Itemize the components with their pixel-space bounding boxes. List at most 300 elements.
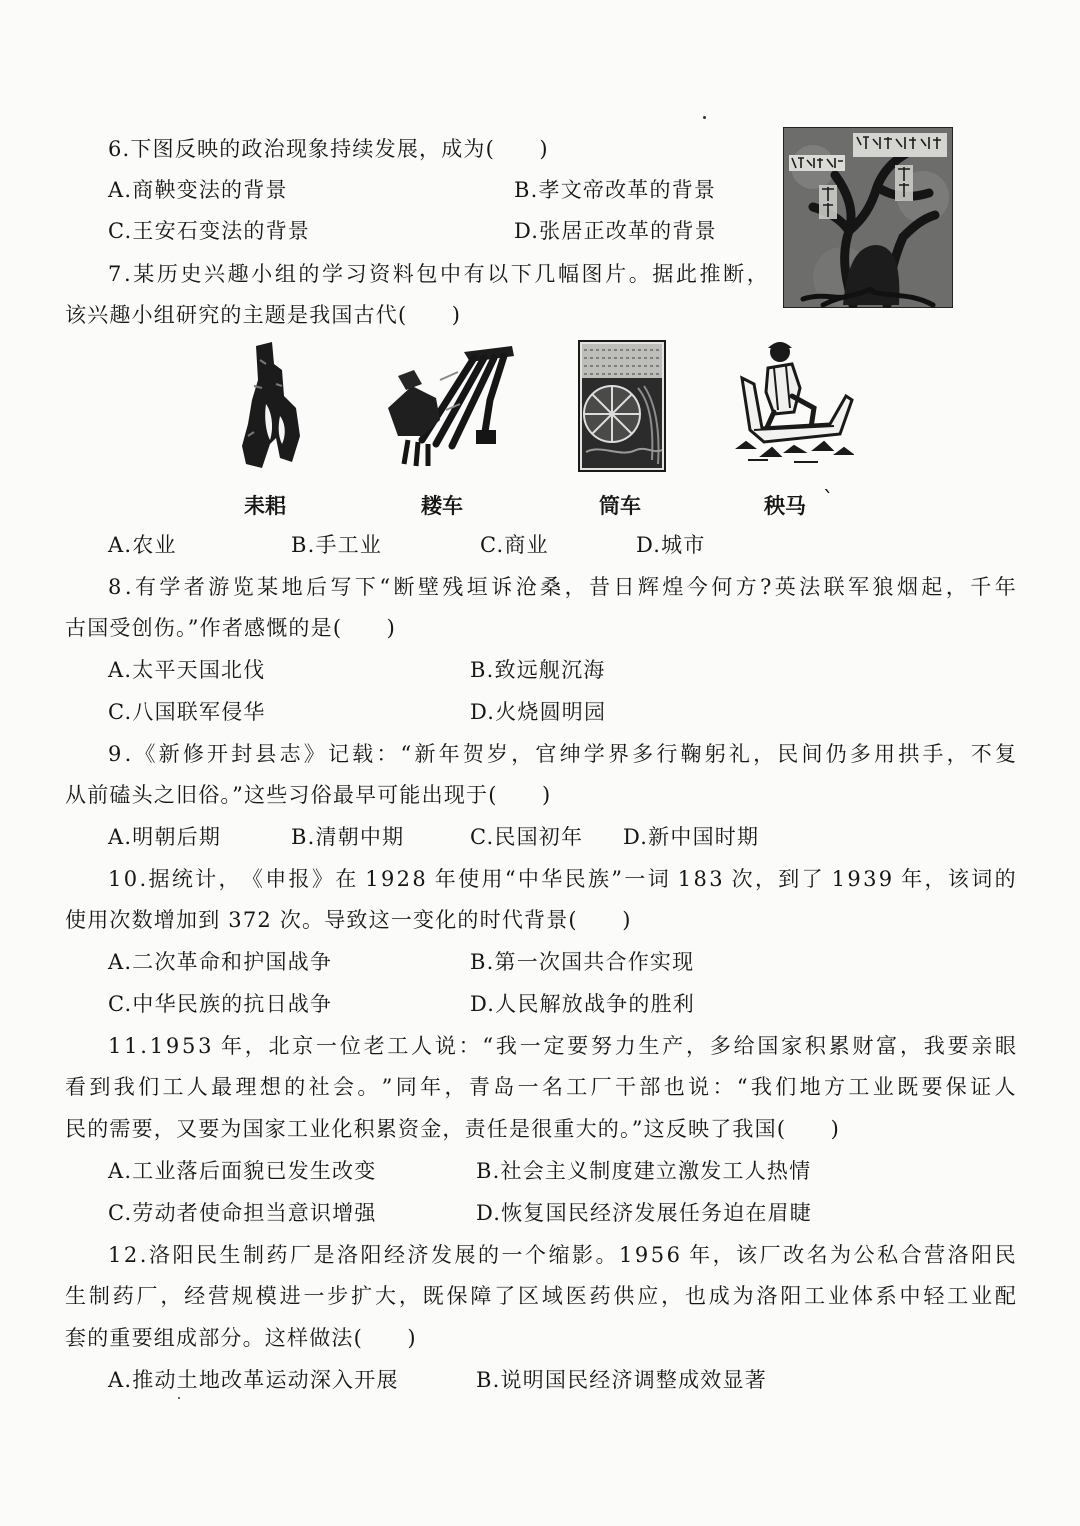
glyph: 年 xyxy=(420,1075,442,1099)
glyph: ， xyxy=(899,1034,921,1058)
glyph: 富 xyxy=(876,1034,898,1058)
glyph: 使 xyxy=(458,867,480,891)
glyph: 阳 xyxy=(780,1284,802,1308)
glyph: 为 xyxy=(830,1243,852,1267)
glyph: 片 xyxy=(605,262,627,286)
glyph: 青 xyxy=(468,1075,490,1099)
glyph: 岛 xyxy=(493,1075,515,1099)
glyph: 也 xyxy=(684,1284,706,1308)
glyph: 年 xyxy=(994,575,1016,599)
glyph: 英 xyxy=(774,575,796,599)
glyph: ： xyxy=(712,1075,734,1099)
glyph: 开 xyxy=(207,742,228,766)
glyph: 我 xyxy=(113,1075,135,1099)
rice-horse-picture xyxy=(734,338,854,468)
glyph: 在 xyxy=(335,867,357,891)
glyph: 年 xyxy=(214,1034,242,1058)
glyph: 史 xyxy=(180,262,202,286)
glyph: 累 xyxy=(828,1034,850,1058)
glyph: 1 xyxy=(108,1243,122,1267)
glyph: 1 xyxy=(124,1034,138,1058)
glyph: “ xyxy=(379,575,391,599)
glyph: 是 xyxy=(313,1243,335,1267)
glyph: 有 xyxy=(463,262,485,286)
glyph: 《 xyxy=(241,867,263,891)
q7-option-b: B.手工业 xyxy=(291,533,383,557)
glyph: ， xyxy=(398,1284,420,1308)
glyph: 官 xyxy=(535,742,557,766)
glyph: 一 xyxy=(303,1284,325,1308)
glyph: 华 xyxy=(541,867,563,891)
q10-line2: 使用次数增加到 372 次。导致这一变化的时代背景( ) xyxy=(65,908,632,932)
glyph: 公 xyxy=(853,1243,875,1267)
glyph: 人 xyxy=(994,1075,1016,1099)
glyph: 词 xyxy=(971,867,993,891)
glyph: 产 xyxy=(662,1034,684,1058)
glyph: 给 xyxy=(733,1034,755,1058)
glyph: 躬 xyxy=(704,742,726,766)
glyph: 有 xyxy=(134,575,156,599)
glyph: 拱 xyxy=(898,742,920,766)
glyph: “ xyxy=(504,867,516,891)
glyph: 族 xyxy=(587,867,609,891)
glyph: 眼 xyxy=(995,1034,1016,1058)
glyph: 力 xyxy=(614,1034,636,1058)
glyph: ? xyxy=(760,575,772,599)
glyph: 厂 xyxy=(759,1243,781,1267)
glyph: ， xyxy=(686,1034,708,1058)
q7-stem-line2: 该兴趣小组研究的主题是我国古代( ) xyxy=(65,303,462,327)
glyph: 报 xyxy=(288,867,310,891)
glyph: 民 xyxy=(564,867,586,891)
glyph: 要 xyxy=(921,1075,943,1099)
glyph: 历 xyxy=(156,262,178,286)
glyph: 封 xyxy=(231,742,253,766)
glyph: 工 xyxy=(566,1075,588,1099)
q6-option-b: B.孝文帝改革的背景 xyxy=(514,178,717,202)
glyph: 模 xyxy=(255,1284,277,1308)
glyph: 经 xyxy=(184,1284,206,1308)
glyph: 社 xyxy=(308,1075,330,1099)
glyph: 合 xyxy=(900,1243,922,1267)
glyph: 行 xyxy=(656,742,678,766)
q9-option-b: B.清朝中期 xyxy=(291,825,405,849)
glyph: 《 xyxy=(134,742,156,766)
glyph: 部 xyxy=(639,1075,661,1099)
glyph: 理 xyxy=(235,1075,257,1099)
glyph: 制 xyxy=(88,1284,110,1308)
glyph: 志 xyxy=(279,742,301,766)
glyph: 多 xyxy=(709,1034,731,1058)
q11-line1 xyxy=(108,1031,1016,1061)
glyph: 要 xyxy=(947,1034,969,1058)
glyph: 下 xyxy=(354,575,376,599)
glyph: 记 xyxy=(327,742,349,766)
caption-leisi: 耒耜 xyxy=(244,494,286,518)
glyph: 位 xyxy=(339,1034,361,1058)
glyph: 工 xyxy=(804,1284,826,1308)
glyph: 学 xyxy=(159,575,181,599)
glyph: 洛 xyxy=(148,1243,170,1267)
q11-line2 xyxy=(65,1072,1016,1102)
glyph: ， xyxy=(444,1075,466,1099)
glyph: 几 xyxy=(534,262,556,286)
glyph: 以 xyxy=(487,262,509,286)
glyph: 9 xyxy=(108,742,122,766)
q10-line1 xyxy=(108,864,1016,894)
glyph: 厂 xyxy=(590,1075,612,1099)
glyph: ， xyxy=(564,575,586,599)
q7-option-d: D.城市 xyxy=(636,533,706,557)
glyph: 联 xyxy=(823,575,845,599)
glyph: 了 xyxy=(494,1284,516,1308)
glyph: 轻 xyxy=(923,1284,945,1308)
q12-option-a: A.推动土地改革运动深入开展 xyxy=(108,1368,399,1392)
glyph: 医 xyxy=(565,1284,587,1308)
glyph: 绅 xyxy=(559,742,581,766)
glyph: 6 xyxy=(666,1243,680,1267)
glyph: 民 xyxy=(195,1243,217,1267)
glyph: 阳 xyxy=(172,1243,194,1267)
glyph: 法 xyxy=(799,575,821,599)
glyph: 既 xyxy=(422,1284,444,1308)
glyph: 地 xyxy=(799,1075,821,1099)
glyph: 改 xyxy=(783,1243,805,1267)
glyph: 制 xyxy=(242,1243,264,1267)
glyph: 组 xyxy=(274,262,296,286)
q11-option-a: A.工业落后面貌已发生改变 xyxy=(108,1159,377,1183)
glyph: 何 xyxy=(711,575,733,599)
q9-line2: 从前磕头之旧俗。”这些习俗最早可能出现于( ) xyxy=(65,783,552,807)
glyph: ， xyxy=(511,742,533,766)
glyph: ， xyxy=(746,262,768,286)
q9-option-a: A.明朝后期 xyxy=(108,825,222,849)
glyph: 此 xyxy=(675,262,697,286)
glyph: 写 xyxy=(330,575,352,599)
glyph: 既 xyxy=(897,1075,919,1099)
glyph: 一 xyxy=(519,1034,541,1058)
glyph: 障 xyxy=(470,1284,492,1308)
glyph: 8 xyxy=(108,575,122,599)
glyph: 进 xyxy=(279,1284,301,1308)
glyph: ， xyxy=(244,1034,266,1058)
q8-line2: 古国受创伤。”作者感慨的是( ) xyxy=(65,616,397,640)
glyph: 岁 xyxy=(487,742,508,766)
glyph: 工 xyxy=(947,1284,969,1308)
glyph: 们 xyxy=(138,1075,160,1099)
glyph: 次 xyxy=(724,867,753,891)
q12-option-b: B.说明国民经济调整成效显著 xyxy=(476,1368,767,1392)
glyph: 的 xyxy=(477,1243,499,1267)
glyph: 生 xyxy=(65,1284,86,1308)
glyph: 手 xyxy=(922,742,944,766)
glyph: 1 xyxy=(108,867,122,891)
q8-option-d: D.火烧圆明园 xyxy=(470,700,607,724)
glyph: 干 xyxy=(615,1075,637,1099)
glyph: 药 xyxy=(112,1284,134,1308)
glyph: 到 xyxy=(89,1075,111,1099)
glyph: 厂 xyxy=(289,1243,311,1267)
glyph: 3 xyxy=(709,867,723,891)
glyph: 人 xyxy=(411,1034,433,1058)
glyph: 辉 xyxy=(637,575,659,599)
glyph: 载 xyxy=(352,742,374,766)
glyph: 供 xyxy=(613,1284,635,1308)
glyph: 断 xyxy=(393,575,415,599)
glyph: 看 xyxy=(65,1075,86,1099)
glyph: . xyxy=(139,1243,147,1267)
glyph: 桑 xyxy=(540,575,562,599)
glyph: 1 xyxy=(824,867,846,891)
glyph: 阳 xyxy=(971,1243,993,1267)
glyph: 9 xyxy=(165,1034,180,1058)
caption-yangma: 秧马 xyxy=(764,494,806,518)
glyph: “ xyxy=(736,1075,748,1099)
glyph: 千 xyxy=(970,575,992,599)
glyph: 5 xyxy=(182,1034,196,1058)
glyph: 方 xyxy=(824,1075,845,1099)
glyph: 一 xyxy=(624,867,646,891)
glyph: 下 xyxy=(510,262,532,286)
glyph: 复 xyxy=(994,742,1016,766)
glyph: ， xyxy=(754,867,776,891)
glyph: 1 xyxy=(358,867,379,891)
q7-option-c: C.商业 xyxy=(480,533,549,557)
glyph: 年 xyxy=(438,742,460,766)
speck xyxy=(178,1397,180,1399)
glyph: 发 xyxy=(430,1243,452,1267)
glyph: 应 xyxy=(637,1284,659,1308)
glyph: 料 xyxy=(392,262,414,286)
glyph: 业 xyxy=(971,1284,993,1308)
q10-option-c: C.中华民族的抗日战争 xyxy=(108,992,333,1016)
glyph: 生 xyxy=(219,1243,241,1267)
glyph: ， xyxy=(661,1284,683,1308)
glyph: ： xyxy=(376,742,398,766)
glyph: 们 xyxy=(775,1075,797,1099)
glyph: 努 xyxy=(590,1034,612,1058)
glyph: 中 xyxy=(899,1284,921,1308)
glyph: 一 xyxy=(316,1034,338,1058)
glyph: 礼 xyxy=(728,742,750,766)
glyph: 》 xyxy=(303,742,325,766)
glyph: 老 xyxy=(363,1034,385,1058)
q12-line2 xyxy=(65,1281,1016,1311)
glyph: 9 xyxy=(878,867,893,891)
glyph: 今 xyxy=(686,575,708,599)
glyph: . xyxy=(124,575,132,599)
glyph: 用 xyxy=(481,867,503,891)
glyph: 了 xyxy=(801,867,823,891)
glyph: 说 xyxy=(434,1034,456,1058)
glyph: 业 xyxy=(828,1284,849,1308)
glyph: 新 xyxy=(414,742,436,766)
glyph: 幅 xyxy=(557,262,579,286)
glyph: 诉 xyxy=(491,575,513,599)
glyph: 1 xyxy=(618,1243,633,1267)
glyph: 亲 xyxy=(971,1034,993,1058)
glyph: 体 xyxy=(851,1284,873,1308)
glyph: 北 xyxy=(268,1034,290,1058)
glyph: 某 xyxy=(257,575,279,599)
glyph: 方 xyxy=(735,575,757,599)
glyph: 展 xyxy=(454,1243,476,1267)
glyph: 年 xyxy=(682,1243,711,1267)
glyph: 学 xyxy=(322,262,343,286)
glyph: 中 xyxy=(439,262,461,286)
glyph: 8 xyxy=(412,867,426,891)
glyph: 业 xyxy=(872,1075,894,1099)
q8-option-b: B.致远舰沉海 xyxy=(470,658,606,682)
glyph: 步 xyxy=(327,1284,349,1308)
glyph: 1 xyxy=(108,1034,122,1058)
glyph: 2 xyxy=(396,867,411,891)
glyph: 修 xyxy=(182,742,204,766)
glyph: 我 xyxy=(923,1034,945,1058)
tree-label-left xyxy=(789,155,845,171)
tube-wheel-picture xyxy=(578,340,666,472)
glyph: 系 xyxy=(875,1284,897,1308)
glyph: 成 xyxy=(708,1284,730,1308)
glyph: 3 xyxy=(198,1034,212,1058)
glyph: 0 xyxy=(123,867,138,891)
glyph: 统 xyxy=(171,867,193,891)
glyph: 说 xyxy=(688,1075,710,1099)
glyph: 我 xyxy=(750,1075,772,1099)
stray-mark: ` xyxy=(823,487,834,511)
glyph: 营 xyxy=(924,1243,946,1267)
glyph: 营 xyxy=(208,1284,230,1308)
q9-option-d: D.新中国时期 xyxy=(623,825,760,849)
glyph: 2 xyxy=(123,1243,138,1267)
glyph: 申 xyxy=(265,867,287,891)
glyph: 的 xyxy=(284,1075,306,1099)
glyph: ： xyxy=(458,1034,480,1058)
glyph: 据 xyxy=(652,262,674,286)
glyph: 昔 xyxy=(589,575,610,599)
glyph: . xyxy=(123,262,131,286)
glyph: 民 xyxy=(994,1243,1016,1267)
glyph: 一 xyxy=(501,1243,523,1267)
glyph: 资 xyxy=(369,262,391,286)
glyph: 据 xyxy=(148,867,170,891)
glyph: 狼 xyxy=(872,575,894,599)
glyph: 的 xyxy=(994,867,1016,891)
glyph: 区 xyxy=(518,1284,540,1308)
glyph: 9 xyxy=(380,867,395,891)
glyph: 多 xyxy=(632,742,654,766)
glyph: 生 xyxy=(638,1034,660,1058)
glyph: 积 xyxy=(804,1034,826,1058)
glyph: ， xyxy=(946,742,968,766)
glyph: 习 xyxy=(345,262,367,286)
glyph: 后 xyxy=(306,575,327,599)
glyph: 药 xyxy=(589,1284,611,1308)
glyph: ” xyxy=(381,1075,393,1099)
glyph: 到 xyxy=(778,867,800,891)
glyph: 证 xyxy=(970,1075,992,1099)
glyph: 为 xyxy=(732,1284,754,1308)
glyph: ， xyxy=(945,575,967,599)
glyph: 洛 xyxy=(336,1243,358,1267)
glyph: 定 xyxy=(543,1034,565,1058)
glyph: . xyxy=(139,867,147,891)
glyph: 国 xyxy=(757,1034,779,1058)
glyph: . xyxy=(140,1034,147,1058)
glyph: 中 xyxy=(517,867,539,891)
leisi-plow-picture xyxy=(236,340,306,474)
glyph: 间 xyxy=(801,742,823,766)
glyph: 7 xyxy=(108,262,122,286)
glyph: 名 xyxy=(806,1243,828,1267)
q6-option-a: A.商鞅变法的背景 xyxy=(108,178,288,202)
glyph: 计 xyxy=(195,867,217,891)
glyph: 9 xyxy=(634,1243,649,1267)
glyph: 8 xyxy=(693,867,707,891)
bureaucracy-tree-picture xyxy=(783,127,953,308)
glyph: 用 xyxy=(874,742,895,766)
glyph: 某 xyxy=(133,262,155,286)
q11-line3: 民的需要，又要为国家工业化积累资金，责任是很重大的。”这反映了我国( ) xyxy=(65,1117,841,1141)
glyph: 包 xyxy=(416,262,438,286)
glyph: 一 xyxy=(517,1075,539,1099)
glyph: 。 xyxy=(357,1075,379,1099)
glyph: 5 xyxy=(650,1243,665,1267)
glyph: 地 xyxy=(281,575,303,599)
glyph: 同 xyxy=(395,1075,417,1099)
glyph: 》 xyxy=(311,867,333,891)
glyph: 词 xyxy=(647,867,669,891)
q10-option-d: D.人民解放战争的胜利 xyxy=(470,992,695,1016)
glyph: 新 xyxy=(158,742,180,766)
glyph: 的 xyxy=(298,262,320,286)
glyph: 济 xyxy=(407,1243,429,1267)
glyph: 厂 xyxy=(136,1284,158,1308)
glyph: 域 xyxy=(541,1284,563,1308)
glyph: 规 xyxy=(231,1284,253,1308)
glyph: 洛 xyxy=(947,1243,969,1267)
q6-option-c: C.王安石变法的背景 xyxy=(108,219,310,243)
glyph: 工 xyxy=(387,1034,409,1058)
glyph: 。 xyxy=(595,1243,617,1267)
glyph: 军 xyxy=(848,575,870,599)
glyph: 学 xyxy=(583,742,605,766)
q12-line1 xyxy=(108,1240,1016,1270)
glyph: 药 xyxy=(266,1243,288,1267)
glyph: 想 xyxy=(259,1075,281,1099)
caption-louche: 耧车 xyxy=(421,494,463,518)
q11-option-c: C.劳动者使命担当意识增强 xyxy=(108,1201,377,1225)
glyph: 该 xyxy=(736,1243,758,1267)
glyph: 兴 xyxy=(204,262,226,286)
glyph: “ xyxy=(400,742,412,766)
glyph: 缩 xyxy=(548,1243,570,1267)
glyph: 会 xyxy=(332,1075,354,1099)
glyph: 配 xyxy=(994,1284,1016,1308)
glyph: 。 xyxy=(628,262,650,286)
glyph: 家 xyxy=(781,1034,803,1058)
q7-option-a: A.农业 xyxy=(108,533,177,557)
glyph: 小 xyxy=(251,262,273,286)
glyph: 断 xyxy=(723,262,745,286)
glyph: 年 xyxy=(894,867,923,891)
q9-option-c: C.民国初年 xyxy=(470,825,584,849)
glyph: ， xyxy=(924,867,946,891)
glyph: 1 xyxy=(671,867,692,891)
q7-stem-line1 xyxy=(108,259,768,289)
glyph: 起 xyxy=(921,575,943,599)
glyph: 扩 xyxy=(351,1284,373,1308)
